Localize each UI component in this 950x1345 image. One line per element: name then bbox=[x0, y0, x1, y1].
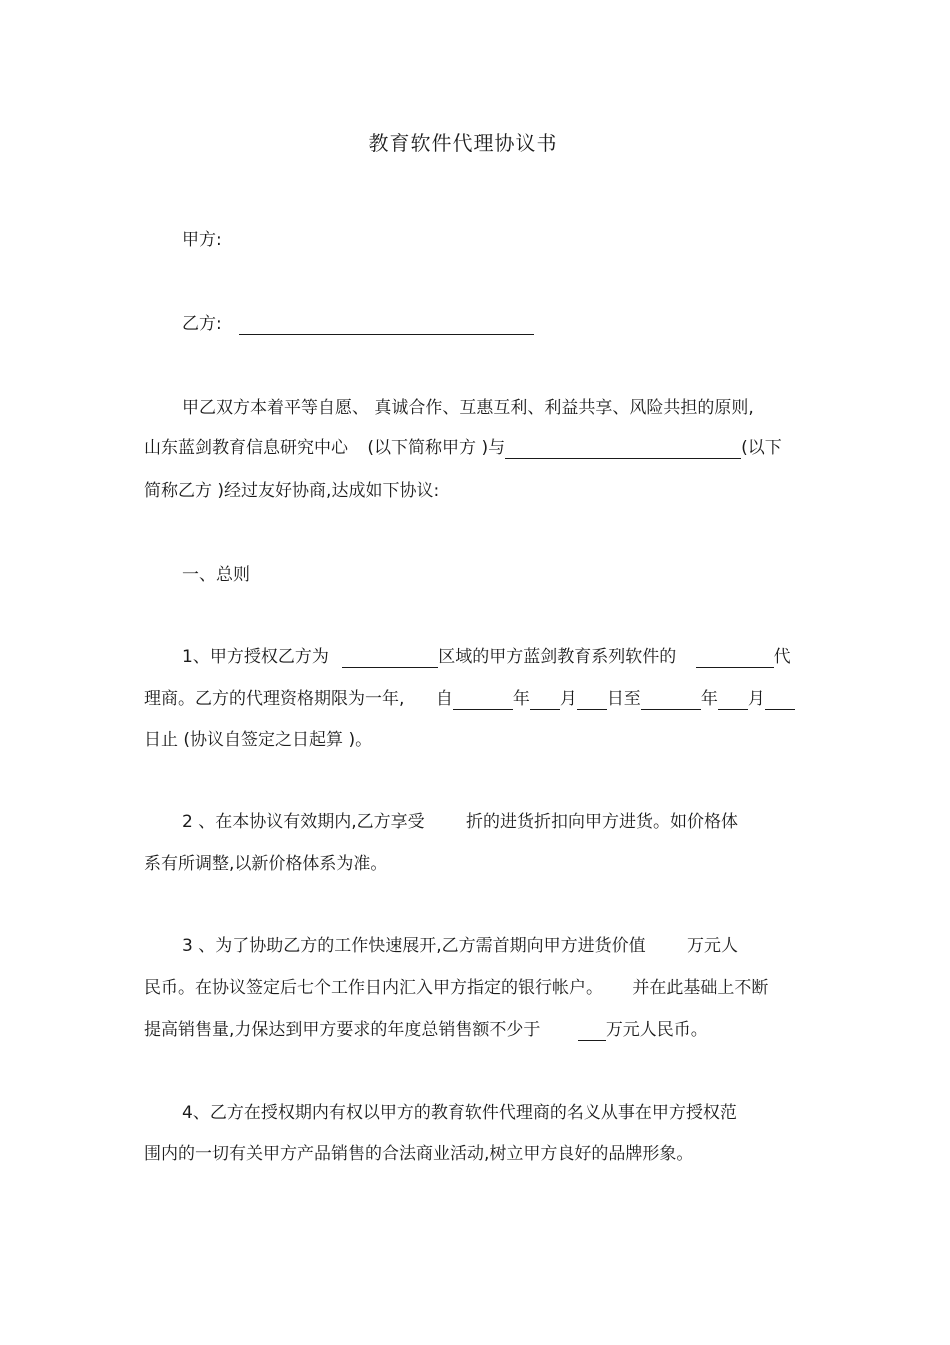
intro-line-1: 甲乙双方本着平等自愿、 真诚合作、互惠互利、利益共享、风险共担的原则, bbox=[182, 398, 754, 418]
clause-3-line-1: 3 、为了协助乙方的工作快速展开,乙方需首期向甲方进货价值 万元人 bbox=[182, 936, 739, 956]
party-a-label: 甲方: bbox=[182, 230, 222, 250]
party-b-blank bbox=[239, 316, 534, 335]
annual-sales-blank bbox=[578, 1022, 606, 1041]
clause-2-line-2: 系有所调整,以新价格体系为准。 bbox=[144, 854, 388, 874]
party-b-line bbox=[182, 313, 534, 335]
party-b-label: 乙方: bbox=[182, 314, 222, 334]
clause-1-line-3: 日止 (协议自签定之日起算 )。 bbox=[144, 730, 373, 750]
region-blank bbox=[342, 649, 438, 668]
clause-3-line-2: 民币。在协议签定后七个工作日内汇入甲方指定的银行帐户。 并在此基础上不断 bbox=[144, 978, 769, 998]
clause-1-line-1: 1、甲方授权乙方为 区域的甲方蓝剑教育系列软件的 代 bbox=[182, 647, 791, 667]
party-b-name-blank bbox=[505, 440, 741, 459]
intro-line-3: 简称乙方 )经过友好协商,达成如下协议: bbox=[144, 481, 440, 501]
clause-2-line-1: 2 、在本协议有效期内,乙方享受 折的进货折扣向甲方进货。如价格体 bbox=[182, 812, 739, 832]
agent-level-blank bbox=[696, 649, 774, 668]
party-a-name: 山东蓝剑教育信息研究中心 bbox=[144, 438, 348, 458]
intro-line-2: 山东蓝剑教育信息研究中心 (以下简称甲方 )与 (以下 bbox=[144, 438, 782, 458]
clause-4-line-2: 围内的一切有关甲方产品销售的合法商业活动,树立甲方良好的品牌形象。 bbox=[144, 1144, 694, 1164]
section-heading-general: 一、总则 bbox=[182, 565, 250, 585]
clause-1-line-2: 理商。乙方的代理资格期限为一年, 自 年 月 日至 年 月 bbox=[144, 688, 795, 710]
document-title: 教育软件代理协议书 bbox=[368, 131, 558, 155]
clause-3-line-3: 提高销售量,力保达到甲方要求的年度总销售额不少于 万元人民币。 bbox=[144, 1020, 708, 1040]
clause-4-line-1: 4、乙方在授权期内有权以甲方的教育软件代理商的名义从事在甲方授权范 bbox=[182, 1103, 737, 1123]
